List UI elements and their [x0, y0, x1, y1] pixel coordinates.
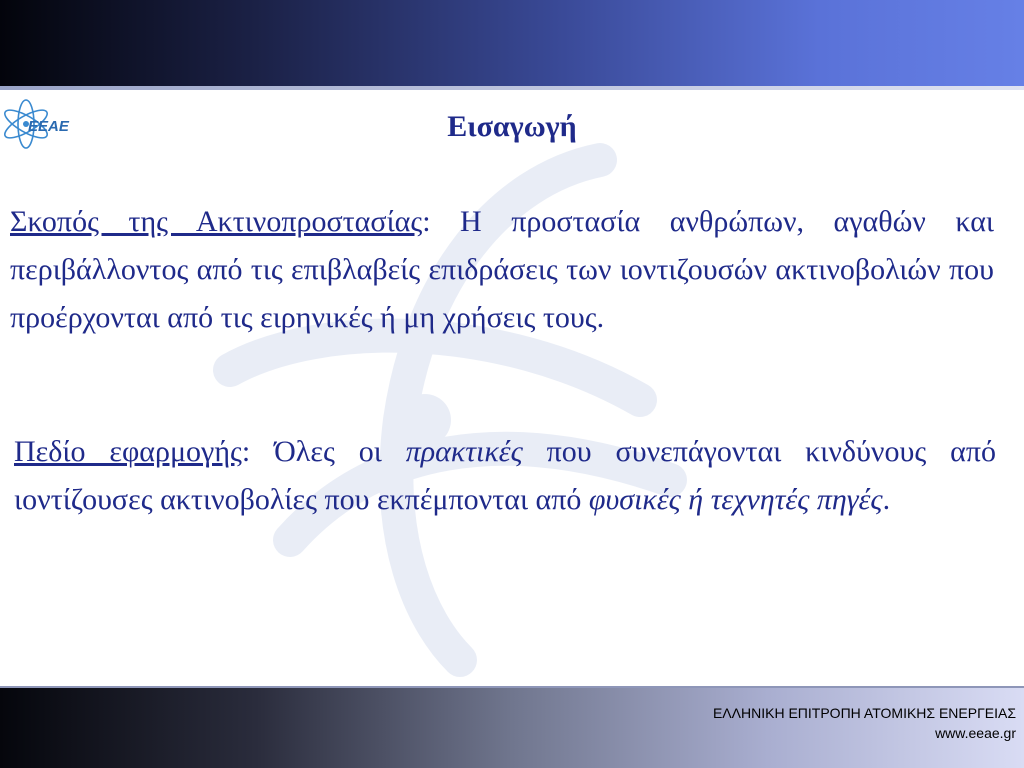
paragraph-purpose [10, 198, 994, 342]
scope-text-3: . [882, 483, 891, 516]
footer-org: ΕΛΛΗΝΙΚΗ ΕΠΙΤΡΟΠΗ ΑΤΟΜΙΚΗΣ ΕΝΕΡΓΕΙΑΣ [712, 705, 1016, 721]
header-rule [0, 86, 1024, 90]
scope-emphasis-practices: πρακτικές [405, 435, 523, 468]
scope-text-2: που συνεπάγονται κινδύνους από ιοντίζουσες ακτινοβολίες που εκπέμπονται από [14, 435, 996, 516]
definition-purpose: : Η προστασία ανθρώπων, αγαθών και περιβάλλοντος από τις επιβλαβείς επιδράσεις των ιοντιζουσών ακτινοβολιών που προέρχονται από τις ειρηνικές ή μη χρήσεις τους. [10, 205, 994, 334]
scope-emphasis-sources: φυσικές ή τεχνητές πηγές [588, 483, 883, 516]
scope-text-1: : Όλες οι [241, 435, 406, 468]
logo-text: EEAE [28, 118, 69, 135]
footer [713, 703, 1016, 743]
header-band [0, 0, 1024, 86]
slide-title: Εισαγωγή [447, 110, 577, 143]
paragraph-scope [14, 428, 996, 524]
footer-url[interactable]: www.eeae.gr [935, 725, 1016, 741]
term-scope: Πεδίο εφαρμογής [14, 435, 242, 468]
term-purpose: Σκοπός της Ακτινοπροστασίας [10, 205, 423, 238]
